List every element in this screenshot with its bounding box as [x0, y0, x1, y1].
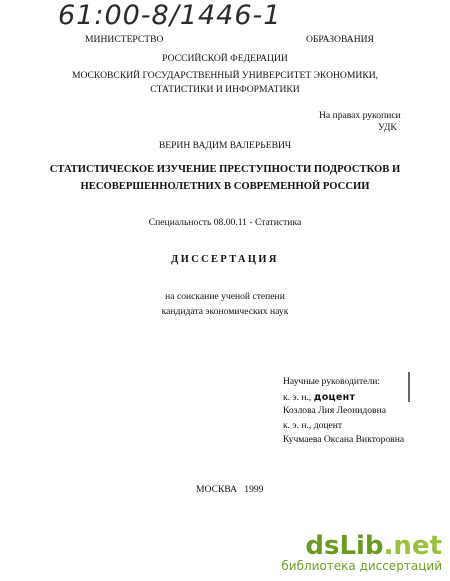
ministry-right: ОБРАЗОВАНИЯ	[306, 34, 374, 45]
federation-line: РОССИЙСКОЙ ФЕДЕРАЦИИ	[162, 53, 288, 64]
supervisor-1-title	[283, 392, 355, 404]
degree-line-2: кандидата экономических наук	[161, 306, 289, 317]
supervisor-2-name: Кучмаева Оксана Викторовна	[283, 434, 405, 445]
dslib-logo: dsLib.net	[305, 531, 442, 561]
degree-line-1: на соискание ученой степени	[165, 291, 285, 302]
margin-mark	[408, 372, 410, 402]
supervisor-1-name: Козлова Лия Леонидовна	[283, 405, 386, 416]
dslib-subtitle: библиотека диссертаций	[281, 559, 442, 573]
supervisor-2-title: к. э. н., доцент	[283, 420, 343, 431]
title-line-1: СТАТИСТИЧЕСКОЕ ИЗУЧЕНИЕ ПРЕСТУПНОСТИ ПОДРОСТКОВ И	[49, 164, 401, 175]
city-year: МОСКВА 1999	[196, 484, 264, 495]
supervisor-1-rank: доцент	[313, 392, 356, 403]
university-line-2: СТАТИСТИКИ И ИНФОРМАТИКИ	[150, 84, 300, 95]
manuscript-rights: На правах рукописи	[319, 110, 401, 121]
university-line-1: МОСКОВСКИЙ ГОСУДАРСТВЕННЫЙ УНИВЕРСИТЕТ ЭКОНОМИКИ,	[71, 70, 379, 81]
supervisors-heading: Научные руководители:	[283, 376, 381, 387]
title-line-2: НЕСОВЕРШЕННОЛЕТНИХ В СОВРЕМЕННОЙ РОССИИ	[80, 181, 370, 192]
author-name: ВЕРИН ВАДИМ ВАЛЕРЬЕВИЧ	[158, 140, 292, 151]
supervisor-1-degree: к. э. н.,	[283, 392, 312, 403]
dslib-watermark[interactable]	[281, 533, 442, 573]
specialty: Специальность 08.00.11 - Статистика	[148, 217, 302, 228]
ministry-left: МИНИСТЕРСТВО	[85, 34, 164, 45]
handwritten-catalog-number: 61:00-8/1446-1	[58, 0, 282, 31]
udc-label: УДК	[378, 122, 397, 133]
document-type: ДИССЕРТАЦИЯ	[171, 254, 279, 265]
